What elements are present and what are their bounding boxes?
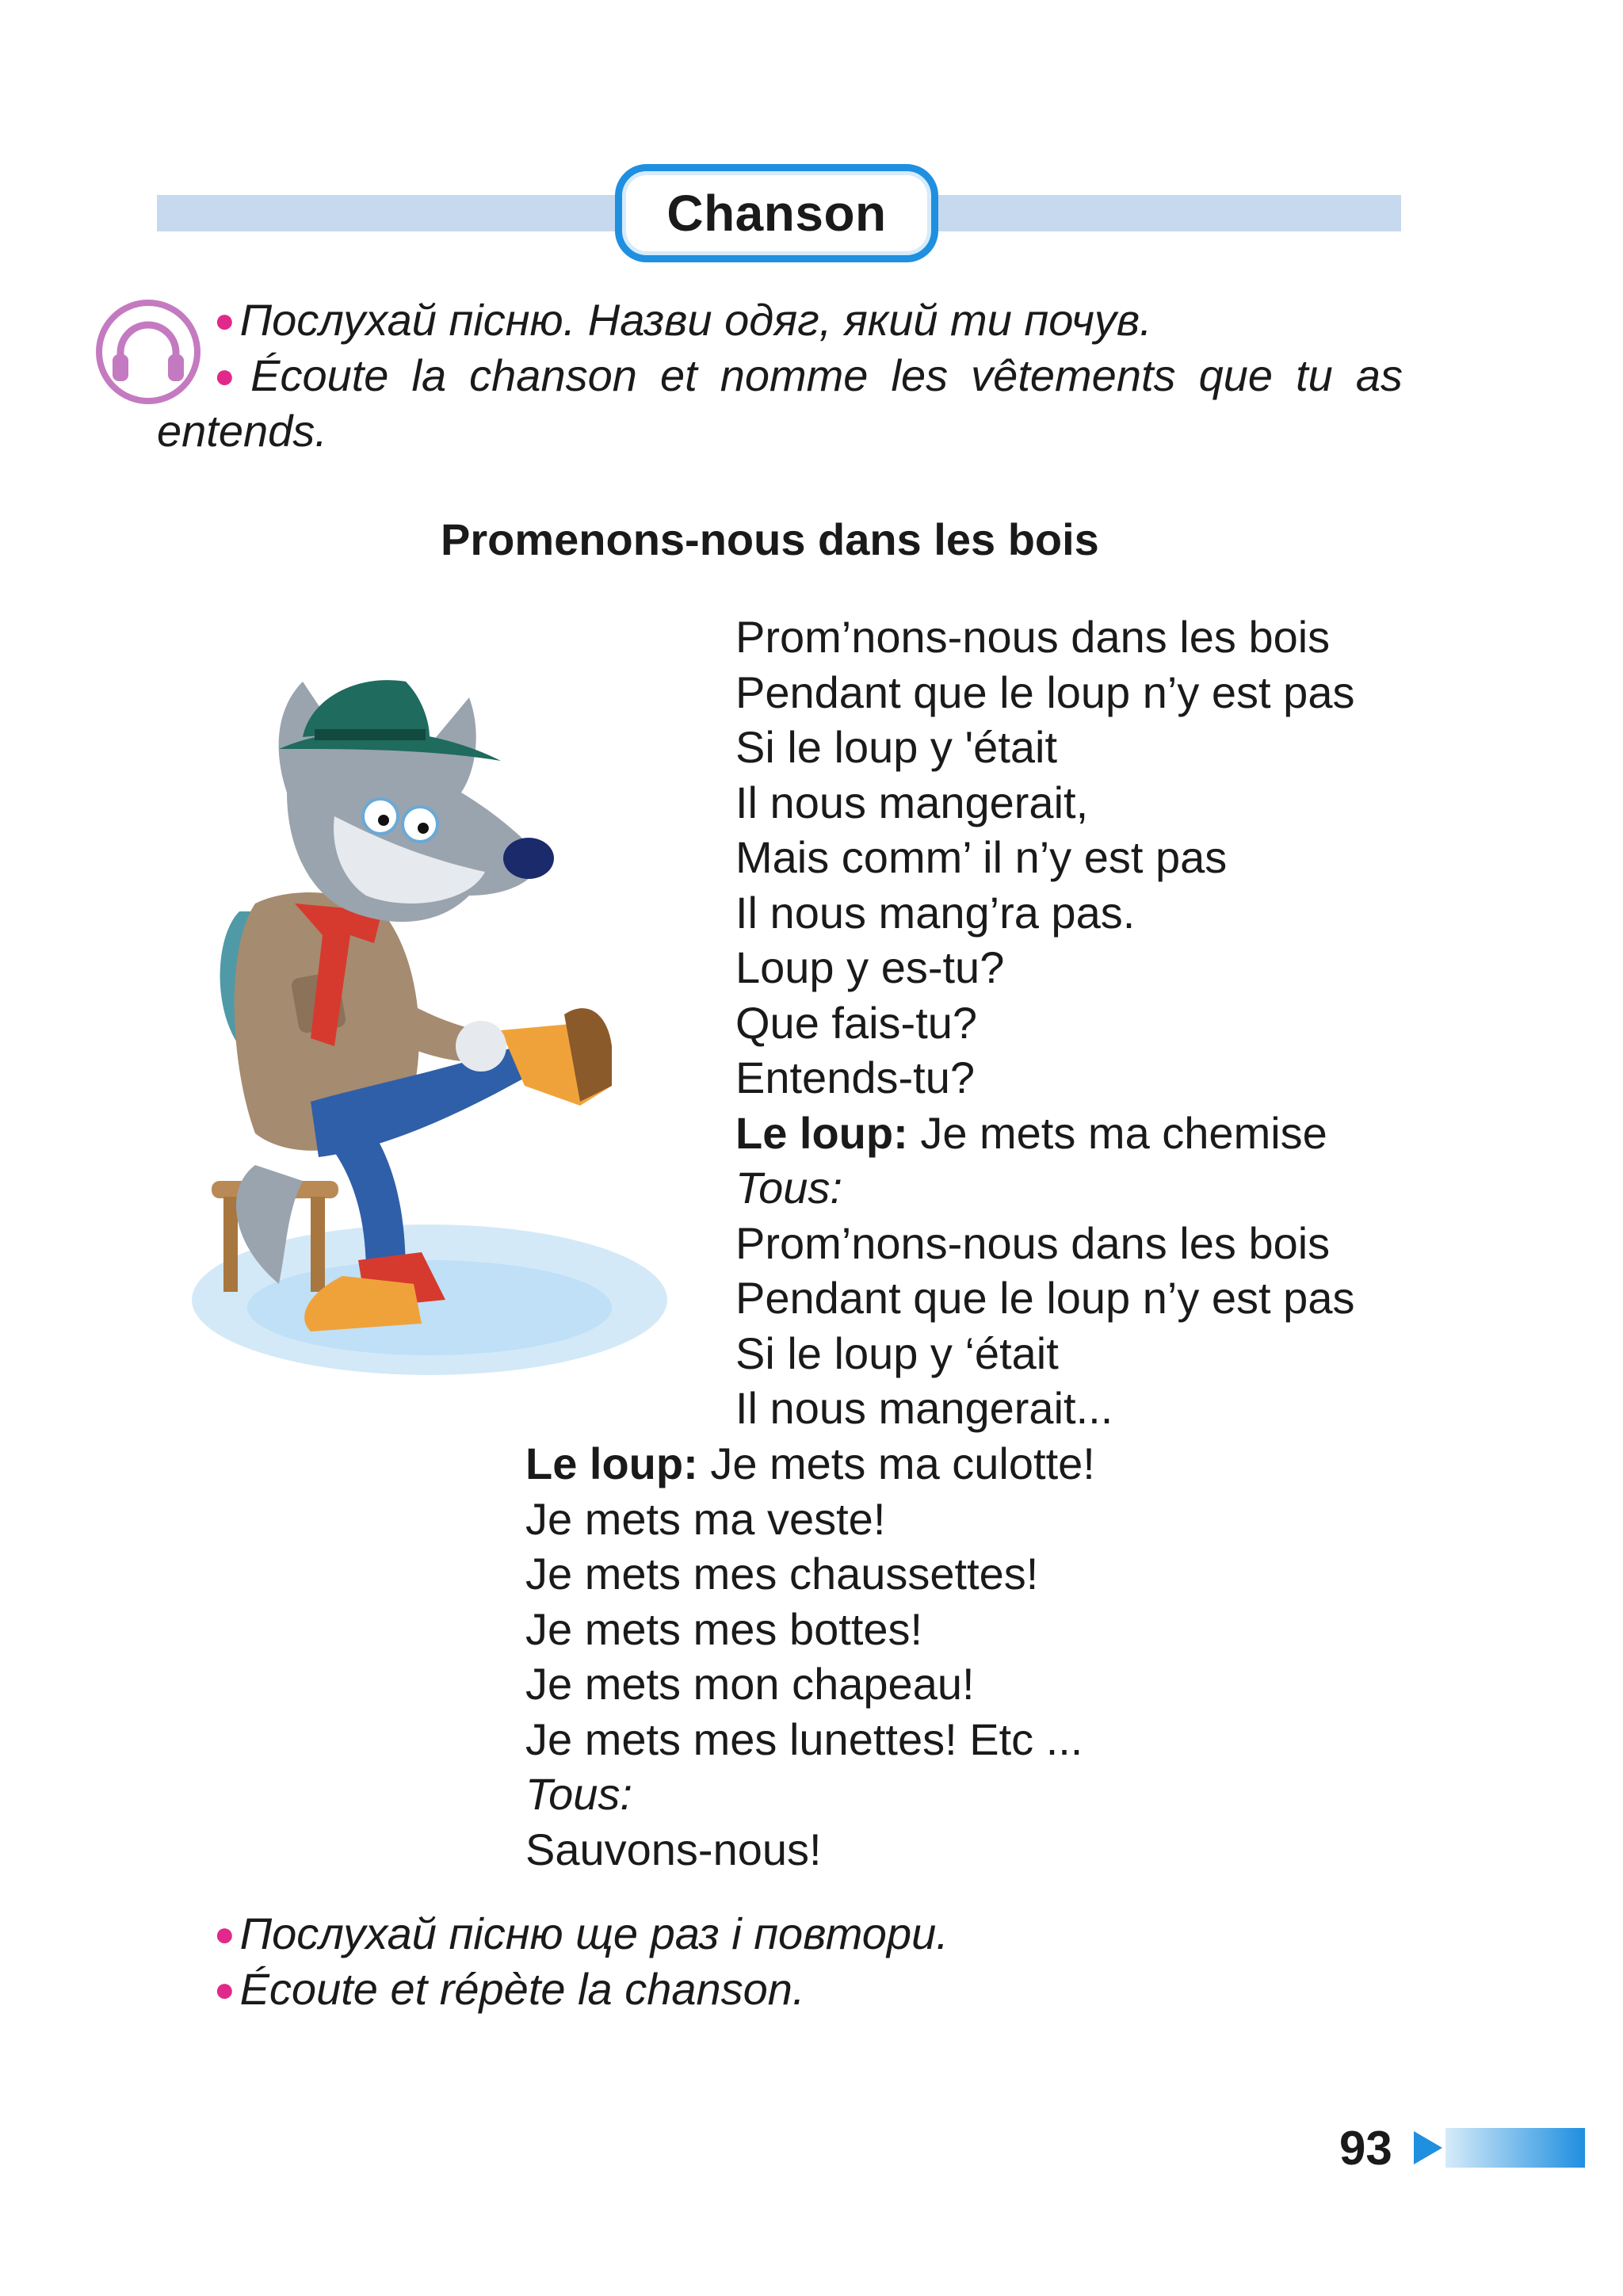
lyric-line: Prom’nons-nous dans les bois [735, 612, 1331, 662]
speaker-label-tous: Tous: [735, 1163, 842, 1213]
instruction-repeat-uk: ● Послухай пісню ще раз і повтори. [214, 1908, 949, 1958]
speaker-label: Le loup: [735, 1107, 908, 1158]
headphones-icon [94, 297, 203, 407]
lyric-line: Loup y es-tu? [735, 942, 1005, 992]
lyric-line: Il nous mangerait... [735, 1383, 1113, 1433]
lyric-line: Pendant que le loup n’y est pas [735, 667, 1355, 717]
section-badge [615, 164, 938, 262]
bullet-icon: ● [214, 357, 246, 395]
page-number: 93 [1339, 2122, 1392, 2175]
lyrics-verse-1 [735, 609, 1354, 1436]
lyric-line: Que fais-tu? [735, 997, 978, 1048]
instruction-listen-fr-continued: entends. [157, 406, 327, 456]
lyric-line: Je mets mes lunettes! Etc ... [525, 1713, 1083, 1764]
lyric-line: Prom’nons-nous dans les bois [735, 1217, 1331, 1268]
instruction-listen-fr: ● Écoute la chanson et nomme les vêtements que tu as [214, 350, 1403, 400]
lyric-line: Pendant que le loup n’y est pas [735, 1273, 1355, 1323]
song-title: Promenons-nous dans les bois [441, 514, 1099, 564]
speaker-label-tous: Tous: [525, 1769, 632, 1819]
lyric-line: Je mets ma veste! [525, 1493, 886, 1544]
lyric-line: Il nous mang’ra pas. [735, 887, 1136, 938]
lyric-line-wolf: Le loup: Je mets ma chemise [735, 1107, 1327, 1158]
lyric-line: Si le loup y 'était [735, 722, 1058, 772]
page-tab-arrow-icon [1414, 2128, 1585, 2168]
instruction-listen-uk: ● Послухай пісню. Назви одяг, який ти почув. [214, 295, 1152, 345]
lyric-line: Mais comm’ il n’y est pas [735, 832, 1228, 882]
bullet-icon: ● [214, 301, 235, 340]
section-title: Chanson [666, 185, 887, 242]
lyric-line: Entends-tu? [735, 1052, 975, 1102]
lyric-line: Si le loup y ‘était [735, 1328, 1059, 1378]
lyric-line: Je mets mon chapeau! [525, 1659, 975, 1709]
speaker-label: Le loup: [525, 1438, 698, 1488]
lyric-line: Je mets mes bottes! [525, 1603, 923, 1654]
bullet-icon: ● [214, 1970, 235, 2009]
instruction-repeat-fr: ● Écoute et répète la chanson. [214, 1964, 805, 2014]
wolf-illustration [168, 674, 707, 1395]
lyric-line-wolf: Le loup: Je mets ma culotte! [525, 1438, 1095, 1488]
lyric-line: Je mets mes chaussettes! [525, 1549, 1039, 1599]
lyrics-verse-2 [525, 1436, 1095, 1877]
lyric-line: Sauvons-nous! [525, 1824, 822, 1874]
bullet-icon: ● [214, 1915, 235, 1954]
lyric-line: Il nous mangerait, [735, 777, 1089, 827]
